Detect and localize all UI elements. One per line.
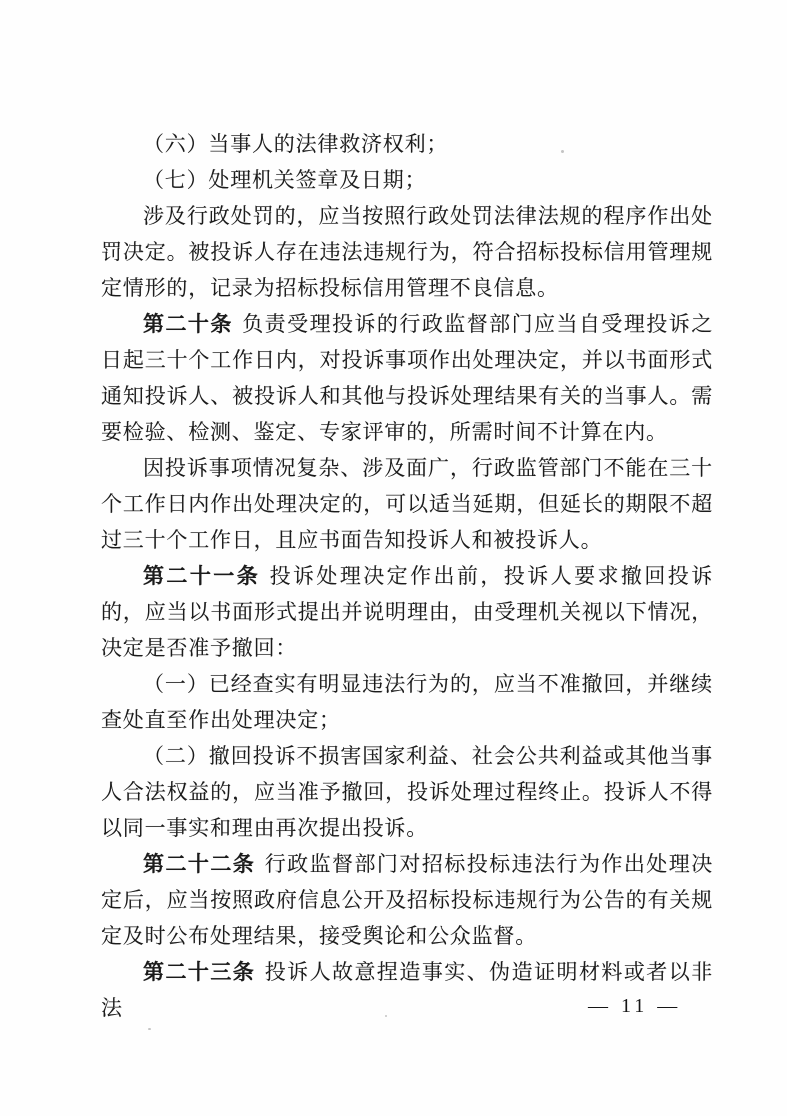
- paragraph-text: 涉及行政处罚的，应当按照行政处罚法律法规的程序作出处罚决定。被投诉人存在违法违规行为，符合招标投标信用管理规定情形的，记录为招标投标信用管理不良信息。: [101, 204, 713, 300]
- paragraph-text: （七）处理机关签章及日期；: [143, 168, 427, 192]
- paragraph: [101, 126, 713, 162]
- paragraph-text: 投诉人故意捏造事实、伪造证明材料或者以非法: [101, 960, 714, 1020]
- article-paragraph: [101, 306, 713, 450]
- page-number: — 11 —: [588, 995, 682, 1017]
- paragraph-text: （一）已经查实有明显违法行为的，应当不准撤回，并继续查处直至作出处理决定；: [101, 672, 713, 732]
- scan-speck: [148, 1028, 151, 1030]
- article-paragraph: [101, 558, 713, 666]
- article-number: 第二十一条: [143, 564, 261, 588]
- paragraph-text: 行政监督部门对招标投标违法行为作出处理决定后，应当按照政府信息公开及招标投标违规行为公告的有关规定及时公布处理结果，接受舆论和公众监督。: [101, 852, 714, 948]
- article-number: 第二十三条: [143, 960, 256, 984]
- scan-speck: [385, 1015, 387, 1017]
- paragraph: [101, 198, 713, 306]
- paragraph: [101, 162, 713, 198]
- document-body: [101, 126, 713, 1026]
- paragraph-text: （六）当事人的法律救济权利；: [143, 132, 449, 156]
- paragraph: [101, 450, 713, 558]
- paragraph: [101, 666, 713, 738]
- paragraph-text: 投诉处理决定作出前，投诉人要求撤回投诉的，应当以书面形式提出并说明理由，由受理机关视以下情况，决定是否准予撤回：: [101, 564, 713, 660]
- paragraph-text: （二）撤回投诉不损害国家利益、社会公共利益或其他当事人合法权益的，应当准予撤回，投诉处理过程终止。投诉人不得以同一事实和理由再次提出投诉。: [101, 744, 713, 840]
- scan-speck: [561, 150, 564, 153]
- article-number: 第二十条: [143, 312, 233, 336]
- paragraph-text: 因投诉事项情况复杂、涉及面广，行政监管部门不能在三十个工作日内作出处理决定的，可以适当延期，但延长的期限不超过三十个工作日，且应书面告知投诉人和被投诉人。: [101, 456, 713, 552]
- article-paragraph: [101, 846, 713, 954]
- paragraph-text: 负责受理投诉的行政监督部门应当自受理投诉之日起三十个工作日内，对投诉事项作出处理决定，并以书面形式通知投诉人、被投诉人和其他与投诉处理结果有关的当事人。需要检验、检测、鉴定、专家评审的，所需时间不计算在内。: [101, 312, 713, 444]
- article-number: 第二十二条: [143, 852, 256, 876]
- paragraph: [101, 738, 713, 846]
